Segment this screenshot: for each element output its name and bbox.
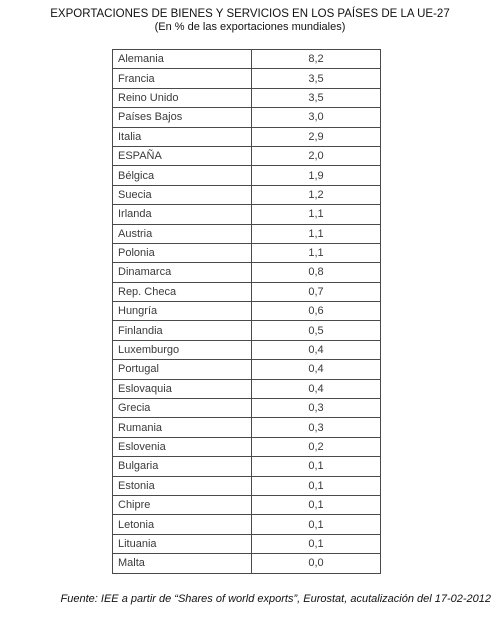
country-cell: Grecia [113, 399, 252, 418]
table-row [113, 108, 381, 127]
table-row [113, 146, 381, 165]
export-share-cell: 0,3 [252, 418, 381, 437]
table-row [113, 495, 381, 514]
table-row [113, 205, 381, 224]
export-share-cell: 8,2 [252, 50, 381, 69]
export-share-cell: 0,3 [252, 399, 381, 418]
country-cell: Malta [113, 554, 252, 573]
export-share-cell: 1,2 [252, 185, 381, 204]
export-share-cell: 0,1 [252, 476, 381, 495]
table-row [113, 50, 381, 69]
table-row [113, 282, 381, 301]
table-row [113, 554, 381, 573]
table-row [113, 379, 381, 398]
export-share-cell: 0,8 [252, 263, 381, 282]
country-cell: Irlanda [113, 205, 252, 224]
country-cell: Países Bajos [113, 108, 252, 127]
country-cell: Rumania [113, 418, 252, 437]
country-cell: Finlandia [113, 321, 252, 340]
export-share-cell: 3,5 [252, 69, 381, 88]
export-share-cell: 0,0 [252, 554, 381, 573]
export-share-cell: 0,1 [252, 495, 381, 514]
table-row [113, 399, 381, 418]
export-share-cell: 0,1 [252, 515, 381, 534]
export-share-cell: 1,1 [252, 205, 381, 224]
country-cell: Chipre [113, 495, 252, 514]
country-cell: Dinamarca [113, 263, 252, 282]
export-share-cell: 0,1 [252, 457, 381, 476]
export-share-cell: 0,5 [252, 321, 381, 340]
country-cell: Bélgica [113, 166, 252, 185]
page-subtitle: (En % de las exportaciones mundiales) [154, 21, 346, 33]
country-cell: Austria [113, 224, 252, 243]
table-row [113, 243, 381, 262]
export-share-cell: 2,9 [252, 127, 381, 146]
table-row [113, 457, 381, 476]
export-share-cell: 0,4 [252, 360, 381, 379]
table-row [113, 340, 381, 359]
country-cell: Italia [113, 127, 252, 146]
country-cell: Eslovaquia [113, 379, 252, 398]
export-share-cell: 3,0 [252, 108, 381, 127]
table-row [113, 88, 381, 107]
export-share-cell: 3,5 [252, 88, 381, 107]
table-row [113, 321, 381, 340]
export-share-cell: 0,7 [252, 282, 381, 301]
export-share-cell: 0,4 [252, 340, 381, 359]
table-row [113, 302, 381, 321]
table-row [113, 166, 381, 185]
table-row [113, 476, 381, 495]
page-title: EXPORTACIONES DE BIENES Y SERVICIOS EN LOS PAÍSES DE LA UE-27 [50, 8, 450, 20]
country-cell: Rep. Checa [113, 282, 252, 301]
country-cell: Letonia [113, 515, 252, 534]
table-row [113, 185, 381, 204]
export-share-cell: 2,0 [252, 146, 381, 165]
table-row [113, 224, 381, 243]
source-note: Fuente: IEE a partir de “Shares of world exports”, Eurostat, acutalización del 17-02-2012 [60, 593, 491, 605]
export-share-cell: 0,2 [252, 437, 381, 456]
export-share-cell: 0,4 [252, 379, 381, 398]
table-row [113, 515, 381, 534]
export-share-cell: 1,1 [252, 224, 381, 243]
table-row [113, 418, 381, 437]
table-row [113, 437, 381, 456]
country-cell: Hungría [113, 302, 252, 321]
country-cell: Reino Unido [113, 88, 252, 107]
country-cell: Luxemburgo [113, 340, 252, 359]
export-share-cell: 0,6 [252, 302, 381, 321]
country-cell: Francia [113, 69, 252, 88]
table-row [113, 127, 381, 146]
country-cell: Suecia [113, 185, 252, 204]
exports-table [112, 49, 381, 574]
export-share-cell: 0,1 [252, 534, 381, 553]
country-cell: Lituania [113, 534, 252, 553]
country-cell: Alemania [113, 50, 252, 69]
country-cell: Bulgaria [113, 457, 252, 476]
exports-table-body [113, 50, 381, 574]
table-row [113, 360, 381, 379]
country-cell: Portugal [113, 360, 252, 379]
table-row [113, 69, 381, 88]
country-cell: ESPAÑA [113, 146, 252, 165]
country-cell: Estonia [113, 476, 252, 495]
export-share-cell: 1,9 [252, 166, 381, 185]
table-row [113, 263, 381, 282]
export-share-cell: 1,1 [252, 243, 381, 262]
country-cell: Polonia [113, 243, 252, 262]
table-row [113, 534, 381, 553]
country-cell: Eslovenia [113, 437, 252, 456]
